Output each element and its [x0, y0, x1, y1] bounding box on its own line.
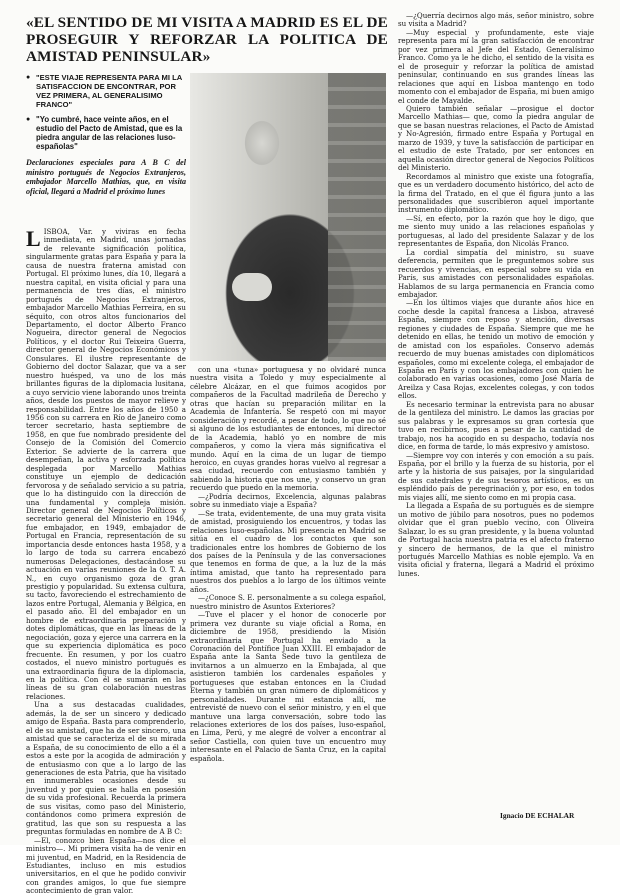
- paragraph: —¿Conoce S. E. personalmente a su colega español, nuestro ministro de Asuntos Exteriores?: [190, 593, 386, 611]
- paragraph: —Sí, en efecto, por la razón que hoy le digo, que me siento muy unido a las relaciones españolas y portuguesas, al lado del presidente Salazar y de los representantes de España, don Nicolás Franco.: [398, 213, 594, 249]
- article-column-3: [398, 12, 594, 578]
- drop-cap: L: [26, 226, 41, 251]
- paragraph: La llegada a España de su portugués es de siempre un motivo de júbilo para nosotros, pues no podemos olvidar que el gran pueblo vecino, con Oliveira Salazar, lo es su gran presidente, y la buena voluntad de Portugal hacia nuestra patria es el afecto fraterno y sincero de hermanos, de la que el ministro portugués Marcello Mathias es noble ejemplo. Va en visita oficial y fraterna, llegará a Madrid el próximo lunes.: [398, 501, 594, 578]
- paragraph: —Siempre voy con interés y con emoción a su país. España, por el brillo y la fuerza de su historia, por el arte y la historia de sus paisajes, por la singularidad de sus catedrales y de sus tesoros artísticos, es un espléndido país de peregrinación y, por eso, en todos mis viajes allí, me siento como en mi propia casa.: [398, 450, 594, 502]
- bullet-item: [26, 115, 186, 151]
- portrait-photo: [190, 73, 386, 361]
- paragraph: Quiero también señalar —prosigue el doctor Marcello Mathias— que, como la piedra angular de que se basan nuestras relaciones, el Pacto de Amistad y No-Agresión, firmado entre España y Portugal en marzo de 1939, y tuve la satisfacción de participar en el estudio de este Tratado, por ser entonces en aquella ocasión director general de Negocios Políticos del Ministerio.: [398, 103, 594, 173]
- paragraph: Es necesario terminar la entrevista para no abusar de la gentileza del ministro. Le damos las gracias por sus palabras y le expresamos su gran cortesía que tuvo en recibirnos, pues a pesar de la cantidad de trabajo, nos ha acogido en su despacho, todavía nos dice, en forma de tarde, lo más expresivo y amistoso.: [398, 399, 594, 452]
- paragraph: —¿Querría decirnos algo más, señor ministro, sobre su visita a Madrid?: [398, 11, 594, 29]
- paragraph: —¿Podría decirnos, Excelencia, algunas palabras sobre su inmediato viaje a España?: [190, 491, 386, 510]
- subheadline: Declaraciones especiales para A B C del ministro portugués de Negocios Extranjeros, embajador Marcello Mathias, que, en visita oficial, llegará a Madrid el próximo lunes: [26, 158, 186, 196]
- bullet-item: [26, 73, 186, 109]
- paragraph: Recordamos al ministro que existe una fotografía, que es un verdadero documento histórico, del acto de la firma del Tratado, en el que él figura junto a las personalidades que suscribieron aquel importante instrumento diplomático.: [398, 171, 594, 215]
- lead-text: ISBOA, Var. y viviras en fecha inmediata, en Madrid, unas jornadas de relevante significación política, singularmente gratas para España y para la causa de nuestra fraterna amistad con Portugal. El próximo lunes, día 10, llegará a nuestra capital, en visita oficial y para una permanencia de tres días, el ministro portugués de Negocios Extranjeros, embajador Marcello Mathias Ferreira, en su séquito, con otros altos funcionarios del Departamento, el doctor Alberto Franco Nogueira, director general de Negocios Políticos, y el doctor Rui Teixeira Guerra, director general de Negocios Económicos y Consulares. El ilustre representante de Gobierno del doctor Salazar, que va a ser nuestro huésped, va uno de los más brillantes figuras de la diplomacia lusitana, a cuyo servicio viene laborando unos treinta años, desde los puestos de mayor relieve y responsabilidad. Entre los años de 1950 a 1956 con su carrera en Río de Janeiro como tercer secretario, hasta septiembre de 1958, en que fue nombrado presidente del Consejo de la Comisión del Comercio Exterior. Se advierte de la carrera que desempeñan, la activa y esforzada política desplegada por Marcello Mathias constituye un ejemplo de dedicación fervorosa y de señalado servicio a su patria, que lo ha distinguido con la dirección de una fundamental y compleja misión. Director general de Negocios Políticos y secretario general del Ministerio en 1946, fue embajador, en 1949, embajador de Portugal en Francia, representación de su importancia desde entonces hasta 1958, y a lo largo de toda su carrera encabezó numerosas Delegaciones, destacándose su actuación en varias reuniones de la O. T. A. N., en cuyo organismo goza de gran prestigio y popularidad. Su extensa cultura, su tacto, favoreciendo el estrechamiento de lazos entre Portugal, Alemania y Bélgica, en el pasado año. El del embajador en un hombre de extraordinaria preparación y dotes diplomáticas, que en las líneas de la negociación, goza y ejerce una carrera en la que su experiencia diplomática es poco frecuente. En resumen, y por los cuatro costados, el nuevo ministro portugués es una extraordinaria figura de la diplomacia, en la política. Con él se sumarán en las líneas de su gran colaboración nuestras relaciones.: [26, 227, 186, 701]
- author-signature: Ignacio DE ECHALAR: [500, 811, 575, 820]
- headline: «EL SENTIDO DE MI VISITA A MADRID ES EL DE PROSEGUIR Y REFORZAR LA POLITICA DE AMISTAD PENINSULAR»: [26, 14, 388, 65]
- paragraph: —En los últimos viajes que durante años hice en coche desde la capital francesa a Lisboa, atravesé España, siempre con reposo y atención, diversas regiones y ciudades de España. Siempre que me he detenido en ellas, he tenido un motivo de emoción y de amistad con los españoles. Conservo además recuerdo de muy buenas amistades con diplomáticos españoles, como mi excelente colega, el embajador de España en París y con los embajadores con quien he colaborado en varias ocasiones, como José María de Areilza y Casa Rojas, excelentes colegas, y con todos ellos.: [398, 298, 594, 401]
- lead-paragraph: [26, 228, 186, 701]
- article-column-1: [26, 228, 186, 896]
- paragraph: con una «tuna» portuguesa y no olvidaré nunca nuestra visita a Toledo y muy especialmente al célebre Alcázar, en el que fuimos acogidos por compañeros de la Facultad madrileña de Derecho y otras que hacían su preparación militar en la Academia de Infantería. Se respetó con mi mayor consideración y recordé, a pesar de todo, lo que no sé si alguno de los estudiantes de entonces, mi director de la Academia, habló yo en nombre de mis compañeros, y como la viera más significativa el mundo. Aquí en la cima de un lugar de tiempo heroico, en cuyas grandes horas vuelvo al regresar a esa ciudad, recuerdo con entusiasmo también y sabiendo la historia que nos une, y conservo un gran recuerdo que puedo en la memoria.: [190, 365, 386, 493]
- photo-hand: [232, 273, 272, 301]
- paragraph: —Se trata, evidentemente, de una muy grata visita de amistad, prosiguiendo los encuentros, y todas las relaciones luso-españolas. Mi presencia en Madrid se sitúa en el cuadro de los contactos que son tradicionales entre los hombres de Gobierno de los dos países de la Península y de las conversaciones que tenemos en forma de que, a la luz de la más íntima amistad, que tanto ha representado para nuestros dos pueblos a lo largo de los últimos veinte años.: [190, 508, 386, 594]
- paragraph: —El, conozco bien España—nos dice el ministro—. Mi primera visita ha de venir en mi juventud, en Madrid, en la Residencia de Estudiantes, incluso en mis estudios universitarios, en el que he podido convivir con grandes amigos, lo que fue siempre acontecimiento de gran valor.: [26, 835, 186, 896]
- photo-background-bookshelf: [328, 73, 386, 361]
- bullet-text: "Yo cumbré, hace veinte años, en el estudio del Pacto de Amistad, que es la piedra angular de las relaciones luso-españolas": [36, 115, 183, 151]
- paragraph: Una a sus destacadas cualidades, además, la de ser un sincero y dedicado amigo de España. Basta para comprenderlo, el de su amistad, que ha de ser sincero, una amistad que se caracteriza el de su mirada a España, de su conocimiento de ello a él a estos a este por la acogida de admiración y de entusiasmo con que a lo largo de las generaciones de esta Patria, que ha visitado en innumerables ocasiones desde su juventud y por quien se halla en posesión de su vida profesional. Recuerda la primera de sus visitas, como paso del Ministerio, contándonos como primera expresión de gratitud, las que son su respuesta a las preguntas formuladas en nombre de A B C:: [26, 700, 186, 837]
- headline-bullets: [26, 73, 186, 157]
- bullet-text: "ESTE VIAJE REPRESENTA PARA MI LA SATISFACCION DE ENCONTRAR, POR VEZ PRIMERA, AL GENERALISIMO FRANCO": [36, 73, 182, 109]
- article-column-2: [190, 366, 386, 763]
- paragraph: —Tuve el placer y el honor de conocerle por primera vez durante su viaje oficial a Roma, en diciembre de 1958, presidiendo la Misión extraordinaria que Portugal ha enviado a la Coronación del Pontífice Juan XXIII. El embajador de España ante la Santa Sede tuvo la gentileza de invitarnos a un almuerzo en la Embajada, al que asistieron también los cardenales españoles y portugueses que estaban entonces en la Ciudad Eterna y también un gran número de diplomáticos y personalidades. Durante mi estancia allí, me entrevisté de nuevo con el señor ministro, y en el que mantuve una larga conversación, sobre todo las relaciones exteriores de los dos países, luso-español, en Lima, Perú, y me alegré de volver a encontrar al señor Castiella, con quien tuve un encuentro muy interesante en el Palacio de Santa Cruz, en la capital española.: [190, 610, 386, 763]
- paragraph: La cordial simpatía del ministro, su suave deferencia, permiten que le preguntemos sobre sus recuerdos y vivencias, en especial sobre su vida en París, sus amistades con personalidades españolas. Hablamos de su larga permanencia en Francia como embajador.: [398, 247, 594, 299]
- paragraph: —Muy especial y profundamente, este viaje representa para mí la gran satisfacción de encontrar por vez primera al Jefe del Estado, Generalísimo Franco. Como ya le he dicho, el sentido de la visita es el de proseguir y reforzar la política de amistad peninsular, continuando en sus grandes líneas las relaciones que aquí en Lisboa mantengo en todo momento con el embajador de España, mi buen amigo el conde de Mayalde.: [398, 27, 594, 105]
- bullet-icon: ●: [26, 74, 31, 81]
- bullet-icon: ●: [26, 116, 31, 123]
